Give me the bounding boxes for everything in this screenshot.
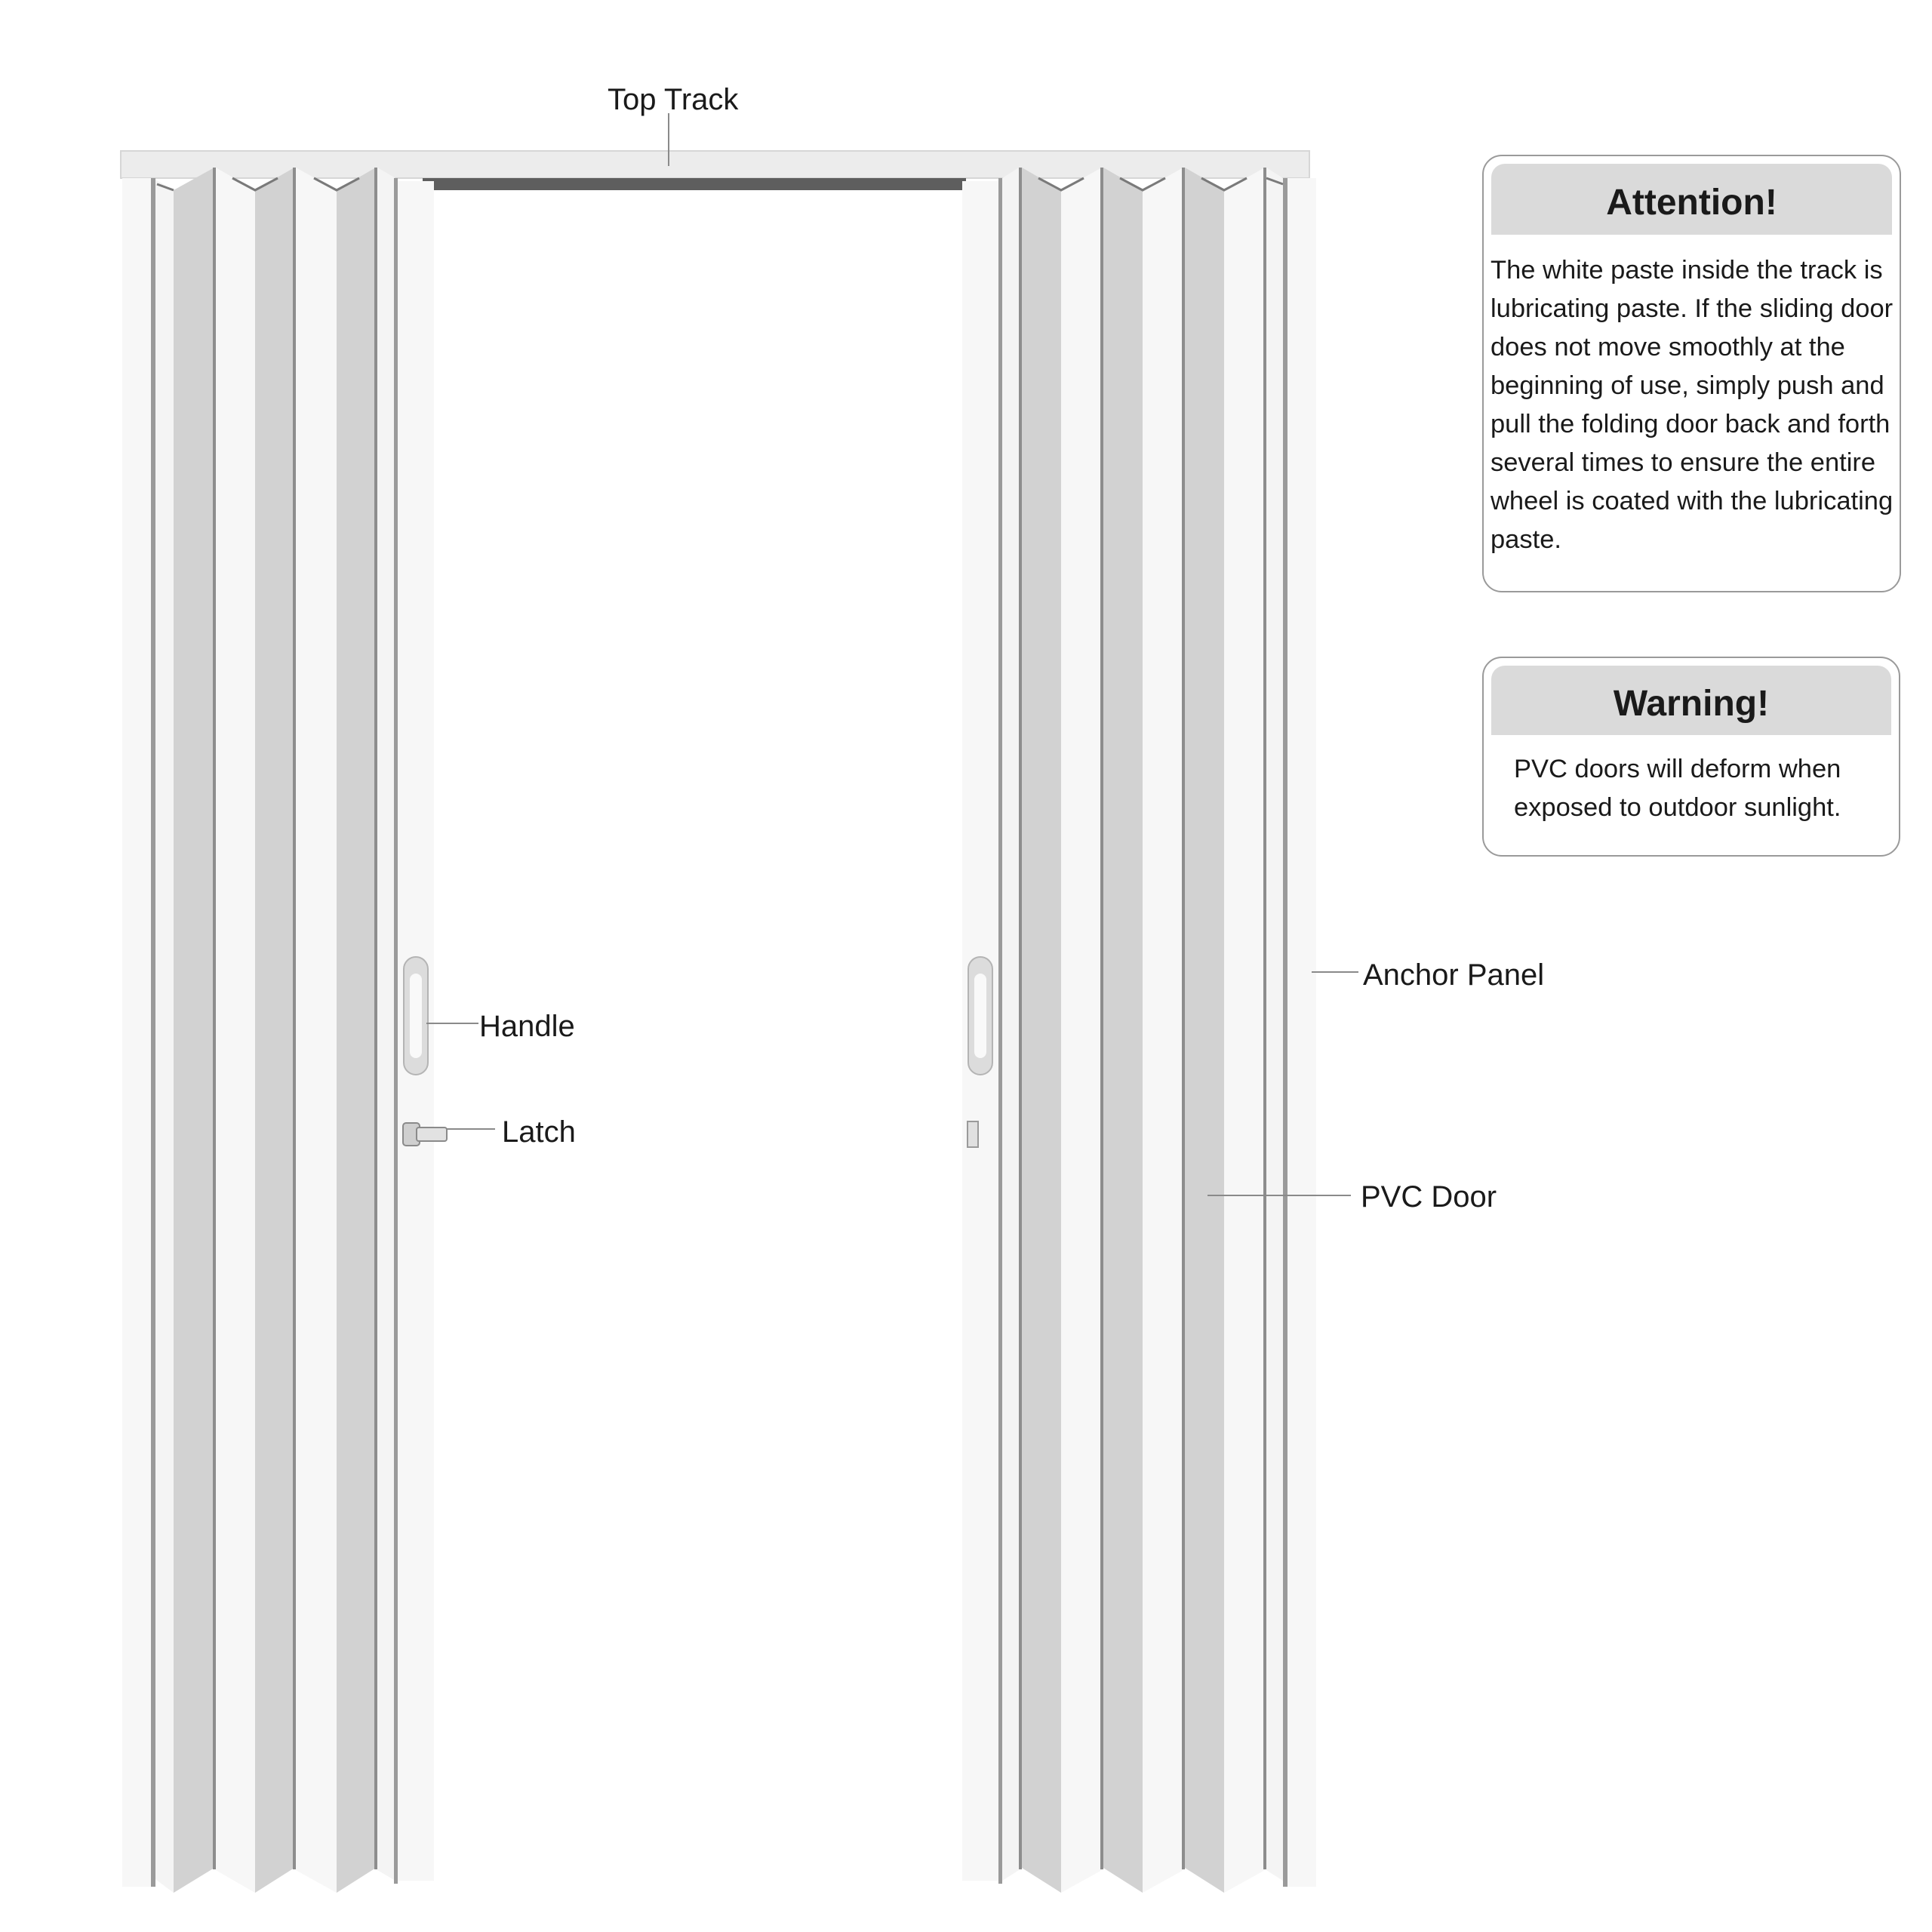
right-pleat-7 — [1224, 168, 1265, 1893]
handle-label: Handle — [479, 1010, 575, 1043]
left-pleat-2 — [174, 168, 214, 1893]
pvc-door-label: PVC Door — [1361, 1180, 1497, 1214]
left-anchor-panel — [122, 178, 151, 1887]
right-pleat-8 — [1266, 168, 1283, 1881]
warning-text: PVC doors will deform when exposed to outdoor sunlight. — [1514, 755, 1841, 822]
left-pleat-6 — [337, 168, 376, 1893]
latch-strike — [968, 1121, 978, 1147]
right-pleat-2 — [1022, 168, 1061, 1893]
right-anchor-panel — [1287, 178, 1316, 1887]
left-pleat-5 — [296, 168, 337, 1893]
right-pleat-3 — [1061, 168, 1102, 1893]
right-door-stack — [962, 168, 1316, 1893]
right-pleat-5 — [1143, 168, 1183, 1893]
track-rail — [423, 178, 966, 190]
attention-title: Attention! — [1491, 164, 1892, 235]
warning-box — [1482, 657, 1900, 857]
left-pleat-4 — [255, 168, 294, 1893]
right-handle — [968, 957, 992, 1075]
top-track-label: Top Track — [608, 83, 739, 116]
right-pleat-1 — [1002, 168, 1019, 1881]
latch-label: Latch — [502, 1115, 576, 1149]
left-handle — [404, 957, 428, 1075]
warning-title: Warning! — [1491, 666, 1891, 735]
right-pleat-6 — [1185, 168, 1224, 1893]
left-pleat-7 — [377, 168, 395, 1881]
anchor-panel-label: Anchor Panel — [1363, 958, 1545, 992]
attention-text: The white paste inside the track is lubricating paste. If the sliding door does not move smoothly at the beginning of use, simply push and pull the folding door back and forth several times to ensure the entire wheel is coated with the lubricating paste. — [1491, 256, 1894, 554]
left-pleat-1 — [155, 180, 174, 1893]
right-pleat-4 — [1103, 168, 1143, 1893]
left-door-stack — [122, 168, 434, 1893]
attention-box — [1482, 155, 1901, 592]
left-pleat-3 — [216, 168, 255, 1893]
